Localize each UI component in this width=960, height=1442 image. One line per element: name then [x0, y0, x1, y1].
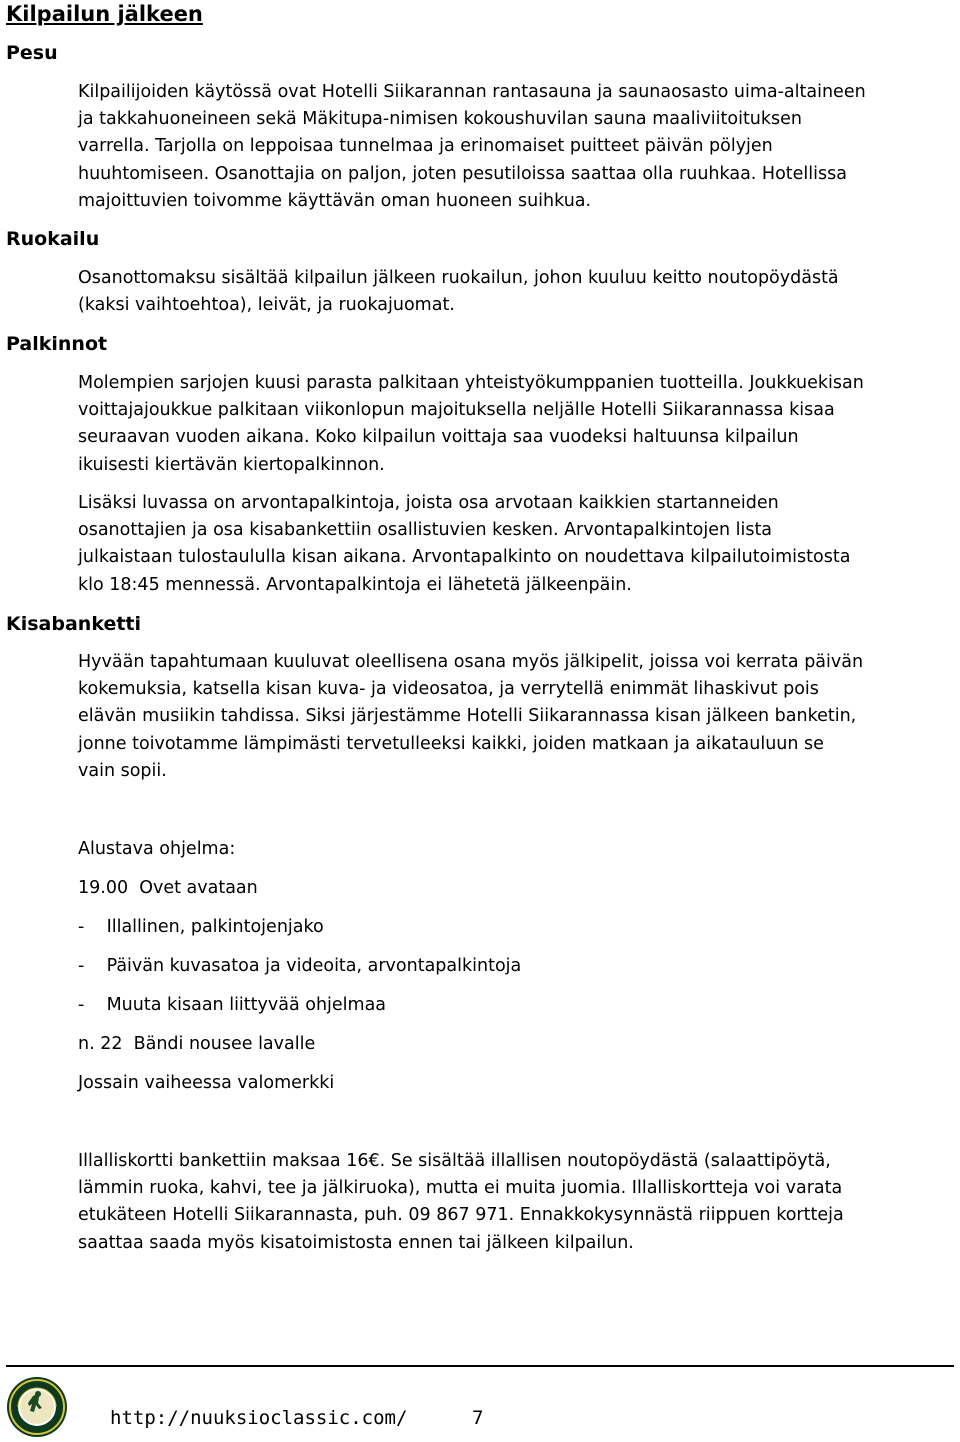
paragraph-line: Illalliskortti bankettiin maksaa 16€. Se sisältää illallisen noutopöydästä (salaattipöytä,: [78, 1151, 831, 1171]
paragraph-line: (kaksi vaihtoehtoa), leivät, ja ruokajuomat.: [78, 295, 455, 316]
program-item: - Päivän kuvasatoa ja videoita, arvontapalkintoja: [78, 956, 522, 976]
paragraph-line: voittajajoukkue palkitaan viikonlopun majoituksella neljälle Hotelli Siikarannassa kisaa: [78, 400, 835, 421]
paragraph-line: seuraavan vuoden aikana. Koko kilpailun voittaja saa vuodeksi haltuunsa kilpailun: [78, 427, 799, 448]
page-number: 7: [472, 1407, 484, 1429]
section-heading-palkinnot: Palkinnot: [6, 333, 108, 355]
document-title: Kilpailun jälkeen: [6, 2, 203, 26]
palkinnot-paragraph-1: [78, 370, 958, 479]
program-heading: Alustava ohjelma:: [78, 839, 236, 859]
paragraph-line: lämmin ruoka, kahvi, tee ja jälkiruoka), mutta ei muita juomia. Illalliskortteja voi varata: [78, 1178, 843, 1199]
paragraph-line: Kilpailijoiden käytössä ovat Hotelli Siikarannan rantasauna ja saunaosasto uima-altaineen: [78, 82, 866, 102]
paragraph-line: jonne toivotamme lämpimästi tervetulleeksi kaikki, joiden matkaan ja aikatauluun se: [78, 733, 824, 754]
paragraph-line: vain sopii.: [78, 760, 167, 781]
paragraph-line: huuhtomiseen. Osanottajia on paljon, joten pesutiloissa saattaa olla ruuhkaa. Hotellissa: [78, 163, 847, 184]
paragraph-line: Lisäksi luvassa on arvontapalkintoja, joista osa arvotaan kaikkien startanneiden: [78, 493, 779, 513]
paragraph-line: ja takkahuoneineen sekä Mäkitupa-nimisen kokoushuvilan sauna maaliviitoituksen: [78, 109, 803, 130]
program-item: - Illallinen, palkintojenjako: [78, 917, 324, 937]
program-item: Jossain vaiheessa valomerkki: [78, 1073, 335, 1093]
kisabanketti-paragraph-1: [78, 649, 958, 785]
paragraph-line: julkaistaan tulostaululla kisan aikana. Arvontapalkinto on noudettava kilpailutoimistosta: [78, 547, 851, 568]
section-heading-ruokailu: Ruokailu: [6, 228, 100, 250]
program-item: - Muuta kisaan liittyvää ohjelmaa: [78, 995, 387, 1015]
nuuksio-classic-logo: [6, 1376, 68, 1438]
footer-divider: [6, 1365, 954, 1367]
program-item: 19.00 Ovet avataan: [78, 878, 258, 898]
palkinnot-paragraph-2: [78, 490, 958, 599]
kisabanketti-paragraph-2: [78, 1148, 958, 1257]
pesu-paragraph: [78, 79, 958, 215]
paragraph-line: Molempien sarjojen kuusi parasta palkitaan yhteistyökumppanien tuotteilla. Joukkuekisan: [78, 373, 864, 393]
paragraph-line: ikuisesti kiertävän kiertopalkinnon.: [78, 454, 385, 475]
paragraph-line: Hyvään tapahtumaan kuuluvat oleellisena osana myös jälkipelit, joissa voi kerrata päivän: [78, 652, 864, 672]
paragraph-line: majoittuvien toivomme käyttävän oman huoneen suihkua.: [78, 190, 592, 211]
paragraph-line: Osanottomaksu sisältää kilpailun jälkeen ruokailun, johon kuuluu keitto noutopöydästä: [78, 268, 839, 288]
paragraph-line: elävän musiikin tahdissa. Siksi järjestämme Hotelli Siikarannassa kisan jälkeen banketin,: [78, 706, 857, 727]
paragraph-line: kokemuksia, katsella kisan kuva- ja videosatoa, ja verrytellä enimmät lihaskivut pois: [78, 679, 819, 700]
footer-url[interactable]: http://nuuksioclassic.com/: [110, 1407, 408, 1429]
section-heading-pesu: Pesu: [6, 42, 58, 64]
paragraph-line: saattaa saada myös kisatoimistosta ennen tai jälkeen kilpailun.: [78, 1232, 634, 1253]
paragraph-line: etukäteen Hotelli Siikarannasta, puh. 09 867 971. Ennakkokysynnästä riippuen kortteja: [78, 1205, 844, 1226]
paragraph-line: varrella. Tarjolla on leppoisaa tunnelmaa ja erinomaiset puitteet päivän pölyjen: [78, 136, 773, 157]
section-heading-kisabanketti: Kisabanketti: [6, 613, 142, 635]
paragraph-line: osanottajien ja osa kisabankettiin osallistuvien kesken. Arvontapalkintojen lista: [78, 520, 773, 541]
paragraph-line: klo 18:45 mennessä. Arvontapalkintoja ei lähetetä jälkeenpäin.: [78, 574, 632, 595]
program-item: n. 22 Bändi nousee lavalle: [78, 1034, 316, 1054]
ruokailu-paragraph: [78, 265, 958, 319]
